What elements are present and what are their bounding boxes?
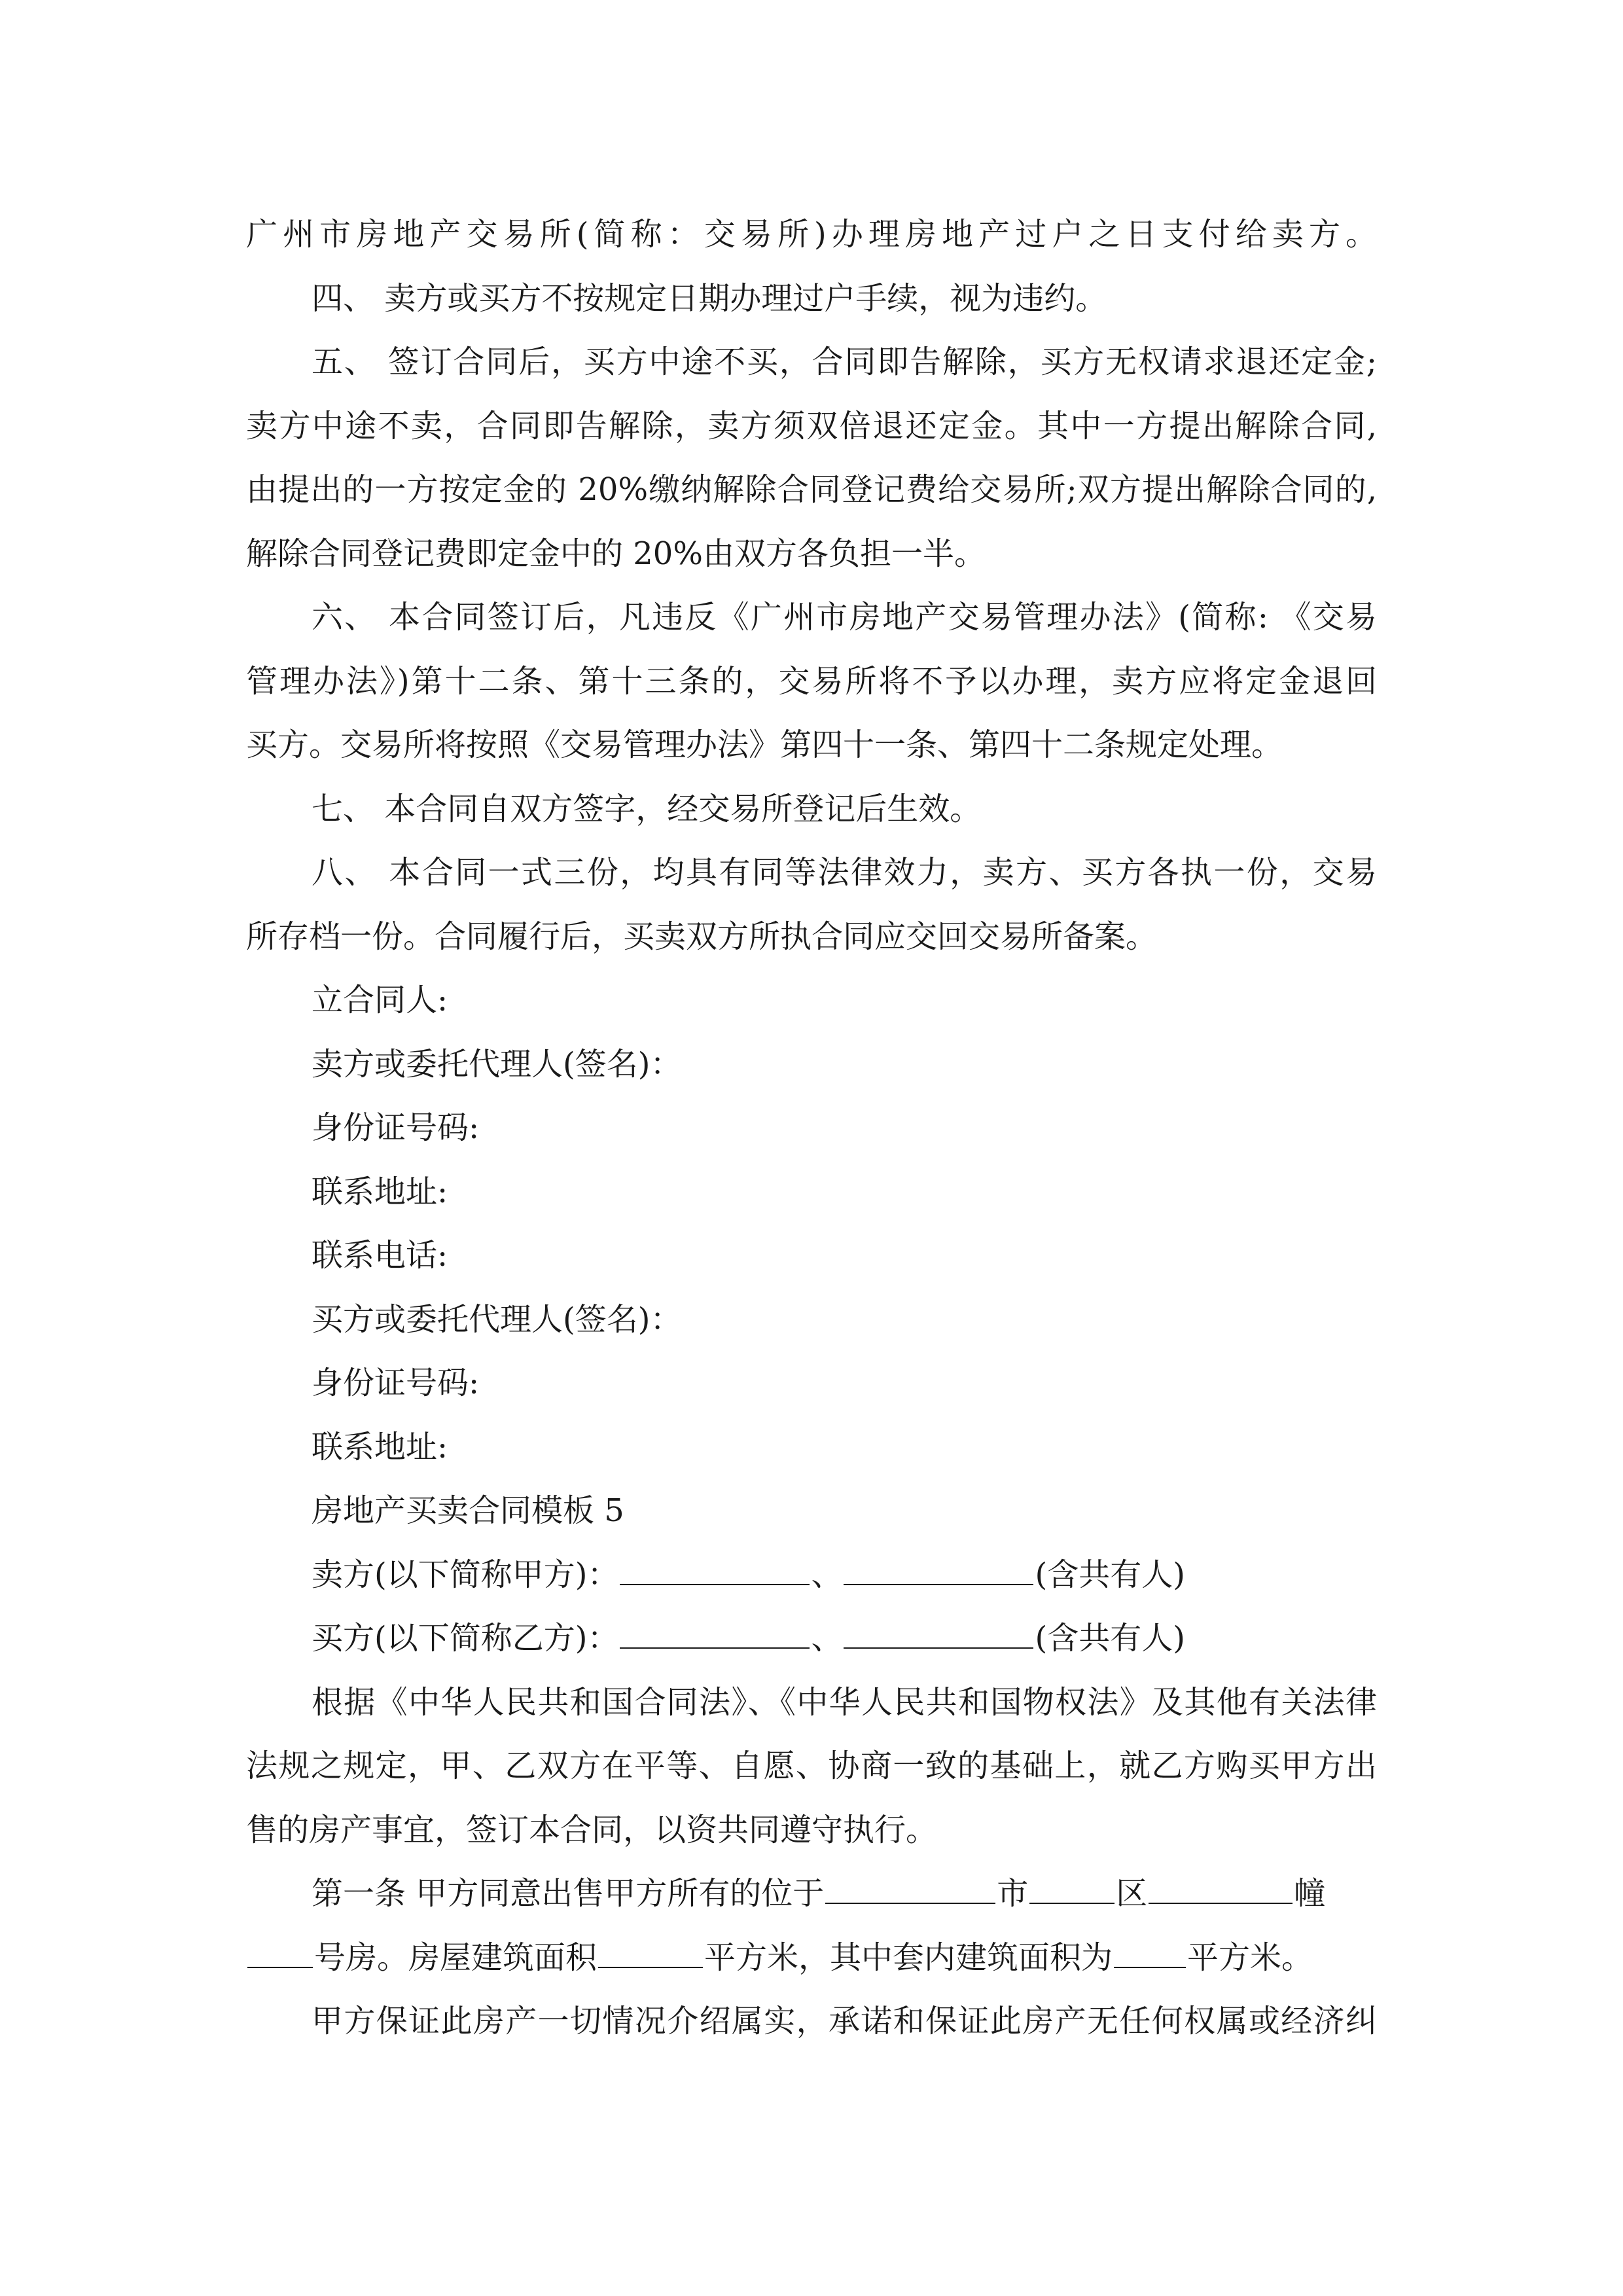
seller-id-label: 身份证号码: [312,1109,480,1146]
separator: 、 [811,1556,843,1593]
preamble-line: 售的房产事宜，签订本合同，以资共同遵守执行。 [246,1811,938,1848]
text-line: 所存档一份。合同履行后，买卖双方所执合同应交回交易所备案。 [246,918,1158,955]
buyer-label: 买方(以下简称乙方)： [312,1620,619,1657]
text-line: 买方。交易所将按照《交易管理办法》第四十一条、第四十二条规定处理。 [246,726,1283,763]
contract-text [246,203,1377,2054]
separator: 、 [811,1620,843,1657]
clause-five: 五、 签订合同后，买方中途不买，合同即告解除，买方无权请求退还定金; [312,344,1377,380]
signatories-heading: 立合同人: [312,982,448,1018]
building-blank[interactable] [1149,1873,1293,1904]
clause-eight: 八、 本合同一式三份，均具有同等法律效力，卖方、买方各执一份，交易 [312,854,1377,891]
seller-signature-label: 卖方或委托代理人(签名)： [312,1045,682,1083]
seller-phone-label: 联系电话: [312,1237,448,1274]
clause-six: 六、 本合同签订后，凡违反《广州市房地产交易管理办法》(简称: 《交易 [312,599,1377,636]
room-label: 号房。房屋建筑面积 [314,1939,597,1976]
preamble-line: 根据《中华人民共和国合同法》、《中华人民共和国物权法》及其他有关法律 [312,1683,1377,1721]
sqm-label: 平方米，其中套内建筑面积为 [704,1939,1113,1976]
city-blank[interactable] [825,1873,995,1904]
preamble-line: 法规之规定，甲、乙双方在平等、自愿、协商一致的基础上，就乙方购买甲方出 [246,1748,1377,1784]
buyer-signature-label: 买方或委托代理人(签名)： [312,1300,682,1338]
clause-four: 四、 卖方或买方不按规定日期办理过户手续，视为违约。 [312,279,1107,317]
inner-area-blank[interactable] [1114,1937,1186,1968]
text-line: 解除合同登记费即定金中的 20%由双方各负担一半。 [246,535,986,572]
text-line: 卖方中途不卖，合同即告解除，卖方须双倍退还定金。其中一方提出解除合同, [246,407,1377,444]
template-title: 房地产买卖合同模板 5 [312,1492,624,1529]
sqm-end-label: 平方米。 [1187,1939,1313,1976]
seller-label: 卖方(以下简称甲方)： [312,1556,619,1593]
room-blank[interactable] [247,1937,313,1968]
seller-address-label: 联系地址: [312,1173,448,1210]
building-label: 幢 [1294,1875,1326,1912]
text-line: 管理办法》)第十二条、第十三条的，交易所将不予以办理，卖方应将定金退回 [246,662,1377,700]
buyer-address-label: 联系地址: [312,1428,448,1465]
buyer-party-line [246,1607,1377,1671]
seller-suffix: (含共有人) [1035,1556,1185,1593]
city-label: 市 [997,1875,1029,1912]
guarantee-line: 甲方保证此房产一切情况介绍属实，承诺和保证此房产无任何权属或经济纠 [312,2003,1377,2039]
seller-party-line [246,1543,1377,1607]
article-one-prefix: 第一条 甲方同意出售甲方所有的位于 [312,1875,825,1912]
buyer-id-label: 身份证号码: [312,1365,480,1401]
text-line: 由提出的一方按定金的 20%缴纳解除合同登记费给交易所;双方提出解除合同的, [246,471,1377,508]
district-label: 区 [1116,1875,1148,1912]
buyer-coowner-blank[interactable] [844,1617,1033,1649]
seller-coowner-blank[interactable] [844,1554,1033,1585]
buyer-suffix: (含共有人) [1035,1620,1185,1657]
article-one-line [246,1862,1377,1926]
district-blank[interactable] [1029,1873,1115,1904]
text-line: 广州市房地产交易所(简称：交易所)办理房地产过户之日支付给卖方。 [246,216,1377,253]
area-blank[interactable] [598,1937,703,1968]
clause-seven: 七、 本合同自双方签字，经交易所登记后生效。 [312,790,982,827]
buyer-name-blank[interactable] [620,1617,810,1649]
seller-name-blank[interactable] [620,1554,810,1585]
article-one-line-2 [246,1926,1377,1990]
